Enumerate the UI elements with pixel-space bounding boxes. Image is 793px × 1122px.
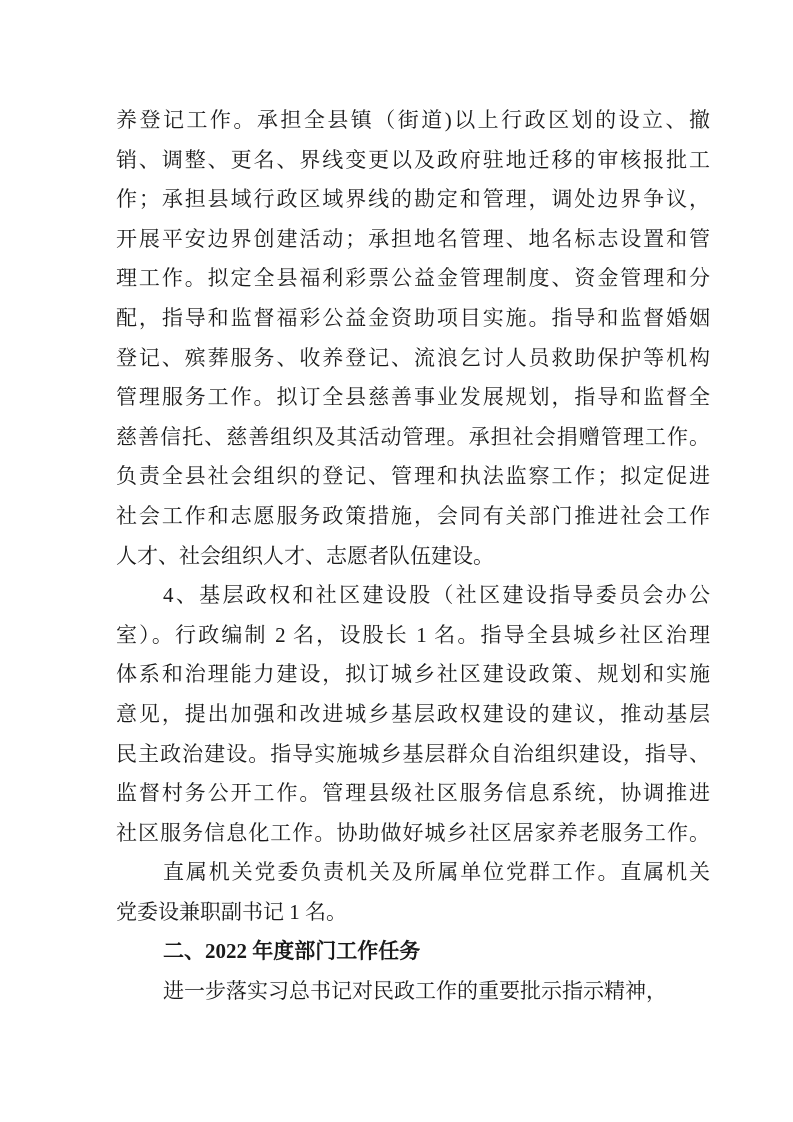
text-line: 4、基层政权和社区建设股（社区建设指导委员会办公 — [163, 583, 710, 608]
text-line: 慈善信托、慈善组织及其活动管理。承担社会捐赠管理工作。 — [116, 424, 710, 449]
text-line: 开展平安边界创建活动；承担地名管理、地名标志设置和管 — [116, 226, 710, 251]
text-line: 作；承担县域行政区域界线的勘定和管理，调处边界争议， — [116, 187, 710, 212]
text-line: 民主政治建设。指导实施城乡基层群众自治组织建设，指导、 — [116, 741, 710, 766]
text-line: 销、调整、更名、界线变更以及政府驻地迁移的审核报批工 — [116, 147, 710, 172]
text-line: 监督村务公开工作。管理县级社区服务信息系统，协调推进 — [116, 781, 710, 806]
text-line: 党委设兼职副书记 1 名。 — [116, 899, 347, 924]
text-line: 人才、社会组织人才、志愿者队伍建设。 — [116, 543, 494, 568]
section-heading: 二、2022 年度部门工作任务 — [163, 939, 421, 964]
text-line: 负责全县社会组织的登记、管理和执法监察工作；拟定促进 — [116, 464, 710, 489]
text-line: 直属机关党委负责机关及所属单位党群工作。直属机关 — [163, 860, 710, 885]
text-line: 意见，提出加强和改进城乡基层政权建设的建议，推动基层 — [116, 701, 710, 726]
text-line: 体系和治理能力建设，拟订城乡社区建设政策、规划和实施 — [116, 662, 710, 687]
document-body — [116, 101, 710, 1012]
text-line: 管理服务工作。拟订全县慈善事业发展规划，指导和监督全 — [116, 385, 710, 410]
text-line: 社区服务信息化工作。协助做好城乡社区居家养老服务工作。 — [116, 820, 710, 845]
text-line: 登记、殡葬服务、收养登记、流浪乞讨人员救助保护等机构 — [116, 345, 710, 370]
text-line: 室）。行政编制 2 名，设股长 1 名。指导全县城乡社区治理 — [116, 622, 710, 647]
text-line: 进一步落实习总书记对民政工作的重要批示指示精神， — [163, 979, 667, 1004]
text-line: 养登记工作。承担全县镇（街道)以上行政区划的设立、撤 — [116, 108, 710, 132]
text-line: 配，指导和监督福彩公益金资助项目实施。指导和监督婚姻 — [116, 305, 710, 330]
text-line: 理工作。拟定全县福利彩票公益金管理制度、资金管理和分 — [116, 266, 710, 291]
text-line: 社会工作和志愿服务政策措施，会同有关部门推进社会工作 — [116, 503, 710, 528]
